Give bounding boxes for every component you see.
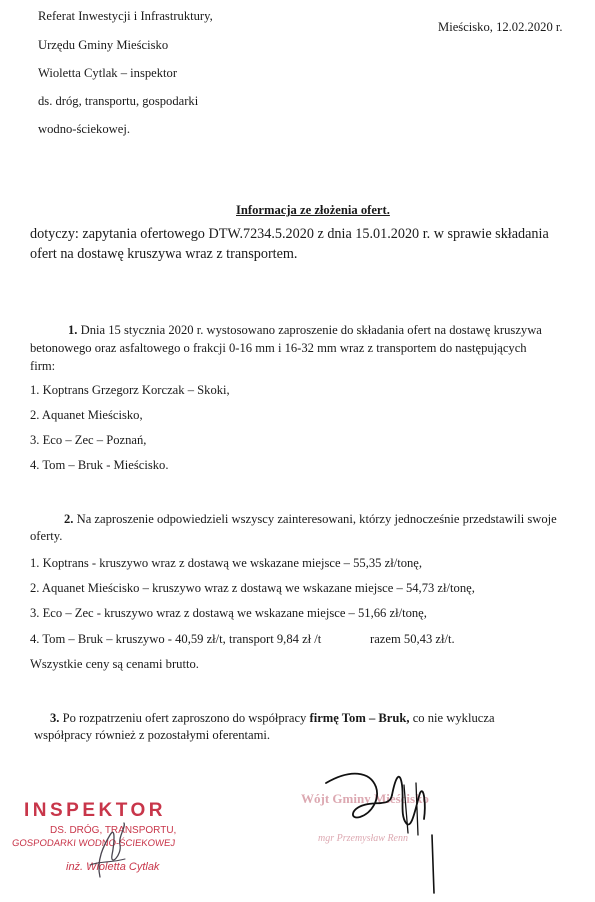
offer-item: 2. Aquanet Mieścisko – kruszywo wraz z dostawą we wskazane miejsce – 54,73 zł/tonę, xyxy=(30,581,475,595)
section2-line: oferty. xyxy=(30,529,63,543)
section1-text: Dnia 15 stycznia 2020 r. wystosowano zaproszenie do składania ofert na dostawę kruszywa xyxy=(77,323,542,337)
section1-first-line xyxy=(68,323,542,338)
section1-line: firm: xyxy=(30,359,56,373)
sender-line: Referat Inwestycji i Infrastruktury, xyxy=(38,9,213,23)
section2-text: Na zaproszenie odpowiedzieli wszyscy zainteresowani, którzy jednocześnie przedstawili swoje xyxy=(73,512,557,526)
stamp-wojt-name: mgr Przemysław Renn xyxy=(318,833,408,844)
section3-line: współpracy również z pozostałymi oferentami. xyxy=(34,728,271,742)
stamp-wojt-title: Wójt Gminy Mieścisko xyxy=(301,791,429,806)
place-date: Mieścisko, 12.02.2020 r. xyxy=(438,20,563,34)
section2-number: 2. xyxy=(64,512,74,526)
sender-line: Urzędu Gminy Mieścisko xyxy=(38,38,169,52)
document-title: Informacja ze złożenia ofert. xyxy=(236,203,390,217)
firm-item: 1. Koptrans Grzegorz Korczak – Skoki, xyxy=(30,383,230,397)
offer-item: 4. Tom – Bruk – kruszywo - 40,59 zł/t, transport 9,84 zł /t xyxy=(30,632,322,646)
subject-line: ofert na dostawę kruszywa wraz z transportem. xyxy=(30,246,298,262)
firm-item: 3. Eco – Zec – Poznań, xyxy=(30,433,147,447)
sender-line: ds. dróg, transportu, gospodarki xyxy=(38,94,199,108)
stamp-inspector-line: GOSPODARKI WODNO-ŚCIEKOWEJ xyxy=(11,838,176,849)
stamp-inspector-line: DS. DRÓG, TRANSPORTU, xyxy=(50,825,177,836)
offer-item: 1. Koptrans - kruszywo wraz z dostawą we wskazane miejsce – 55,35 zł/tonę, xyxy=(30,556,423,570)
firm-item: 4. Tom – Bruk - Mieścisko. xyxy=(30,458,169,472)
section3-number: 3. xyxy=(50,711,60,725)
selected-firm: firmę Tom – Bruk, xyxy=(309,711,410,725)
sender-line: wodno-ściekowej. xyxy=(38,122,130,136)
stamp-inspector-name: inż. Wioletta Cytlak xyxy=(66,861,160,873)
sender-line: Wioletta Cytlak – inspektor xyxy=(38,66,178,80)
inspector-signature xyxy=(70,815,140,880)
offer-item: 3. Eco – Zec - kruszywo wraz z dostawą we wskazane miejsce – 51,66 zł/tonę, xyxy=(30,606,427,620)
firm-item: 2. Aquanet Mieścisko, xyxy=(30,408,143,422)
section3-text-end: co nie wyklucza xyxy=(409,711,495,725)
subject-line: dotyczy: zapytania ofertowego DTW.7234.5.2020 z dnia 15.01.2020 r. w sprawie składania xyxy=(30,226,549,242)
offer-total: razem 50,43 zł/t. xyxy=(370,632,455,646)
price-note: Wszystkie ceny są cenami brutto. xyxy=(30,657,199,671)
section1-number: 1. xyxy=(68,323,78,337)
stamp-inspector-title: INSPEKTOR xyxy=(24,800,167,821)
section2-first-line xyxy=(64,512,557,527)
section1-line: betonowego oraz asfaltowego o frakcji 0-16 mm i 16-32 mm wraz z transportem do następujących xyxy=(30,341,527,355)
section3-text: Po rozpatrzeniu ofert zaproszono do współpracy xyxy=(59,711,310,725)
section3-first-line xyxy=(50,711,495,726)
wojt-signature xyxy=(320,765,450,895)
